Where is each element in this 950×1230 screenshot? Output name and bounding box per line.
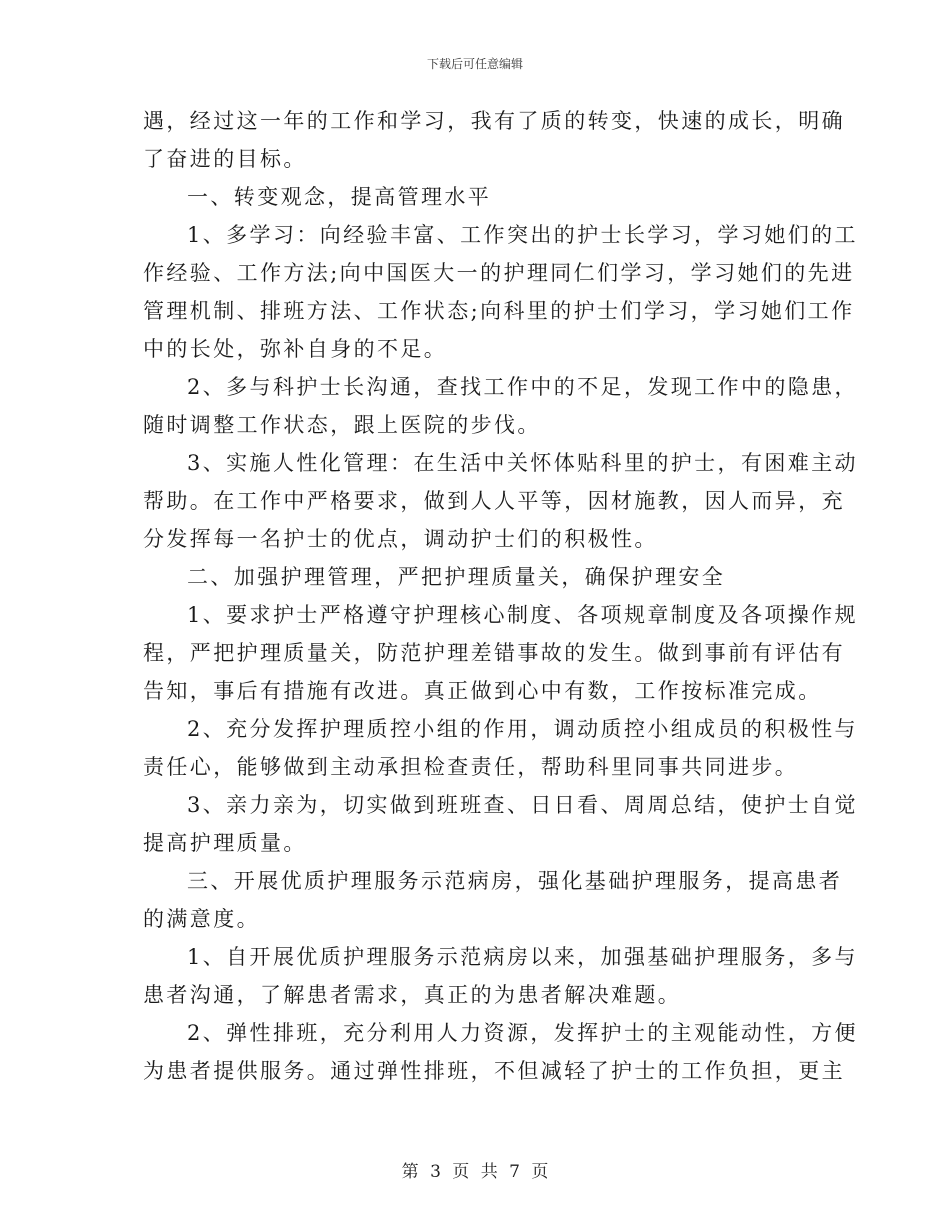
text-line: 遇，经过这一年的工作和学习，我有了质的转变，快速的成长，明确 — [143, 109, 845, 133]
text-line: 分发挥每一名护士的优点，调动护士们的积极性。 — [143, 527, 658, 551]
text-line: 3、亲力亲为，切实做到班班查、日日看、周周总结，使护士自觉 — [187, 793, 858, 817]
page-header: 下载后可任意编辑 — [426, 57, 523, 71]
page-footer: 第 3 页 共 7 页 — [401, 1162, 549, 1182]
text-line: 作经验、工作方法;向中国医大一的护理同仁们学习，学习她们的先进 — [143, 261, 855, 285]
text-line: 1、要求护士严格遵守护理核心制度、各项规章制度及各项操作规 — [187, 603, 858, 627]
text-line: 责任心，能够做到主动承担检查责任，帮助科里同事共同进步。 — [143, 755, 799, 779]
document-body — [143, 102, 858, 1090]
text-line: 2、弹性排班，充分利用人力资源，发挥护士的主观能动性，方便 — [187, 1021, 858, 1045]
text-line: 为患者提供服务。通过弹性排班，不但减轻了护士的工作负担，更主 — [143, 1059, 845, 1083]
text-line: 管理机制、排班方法、工作状态;向科里的护士们学习，学习她们工作 — [143, 299, 855, 323]
text-line: 提高护理质量。 — [143, 831, 307, 855]
text-line: 的满意度。 — [143, 907, 260, 931]
text-line: 患者沟通，了解患者需求，真正的为患者解决难题。 — [143, 983, 682, 1007]
text-line: 1、自开展优质护理服务示范病房以来，加强基础护理服务，多与 — [187, 945, 858, 969]
text-line: 1、多学习：向经验丰富、工作突出的护士长学习，学习她们的工 — [187, 223, 858, 247]
text-line: 二、加强护理管理，严把护理质量关，确保护理安全 — [187, 565, 726, 589]
text-line: 3、实施人性化管理：在生活中关怀体贴科里的护士，有困难主动 — [187, 451, 858, 475]
text-line: 一、转变观念，提高管理水平 — [187, 185, 492, 209]
text-line: 随时调整工作状态，跟上医院的步伐。 — [143, 413, 541, 437]
text-line: 程，严把护理质量关，防范护理差错事故的发生。做到事前有评估有 — [143, 641, 845, 665]
text-line: 三、开展优质护理服务示范病房，强化基础护理服务，提高患者 — [187, 869, 843, 893]
text-line: 2、多与科护士长沟通，查找工作中的不足，发现工作中的隐患， — [187, 375, 858, 399]
text-line: 2、充分发挥护理质控小组的作用，调动质控小组成员的积极性与 — [187, 717, 858, 741]
text-line: 中的长处，弥补自身的不足。 — [143, 337, 448, 361]
text-line: 了奋进的目标。 — [143, 147, 307, 171]
text-line: 帮助。在工作中严格要求，做到人人平等，因材施教，因人而异，充 — [143, 489, 845, 513]
text-line: 告知，事后有措施有改进。真正做到心中有数，工作按标准完成。 — [143, 679, 822, 703]
